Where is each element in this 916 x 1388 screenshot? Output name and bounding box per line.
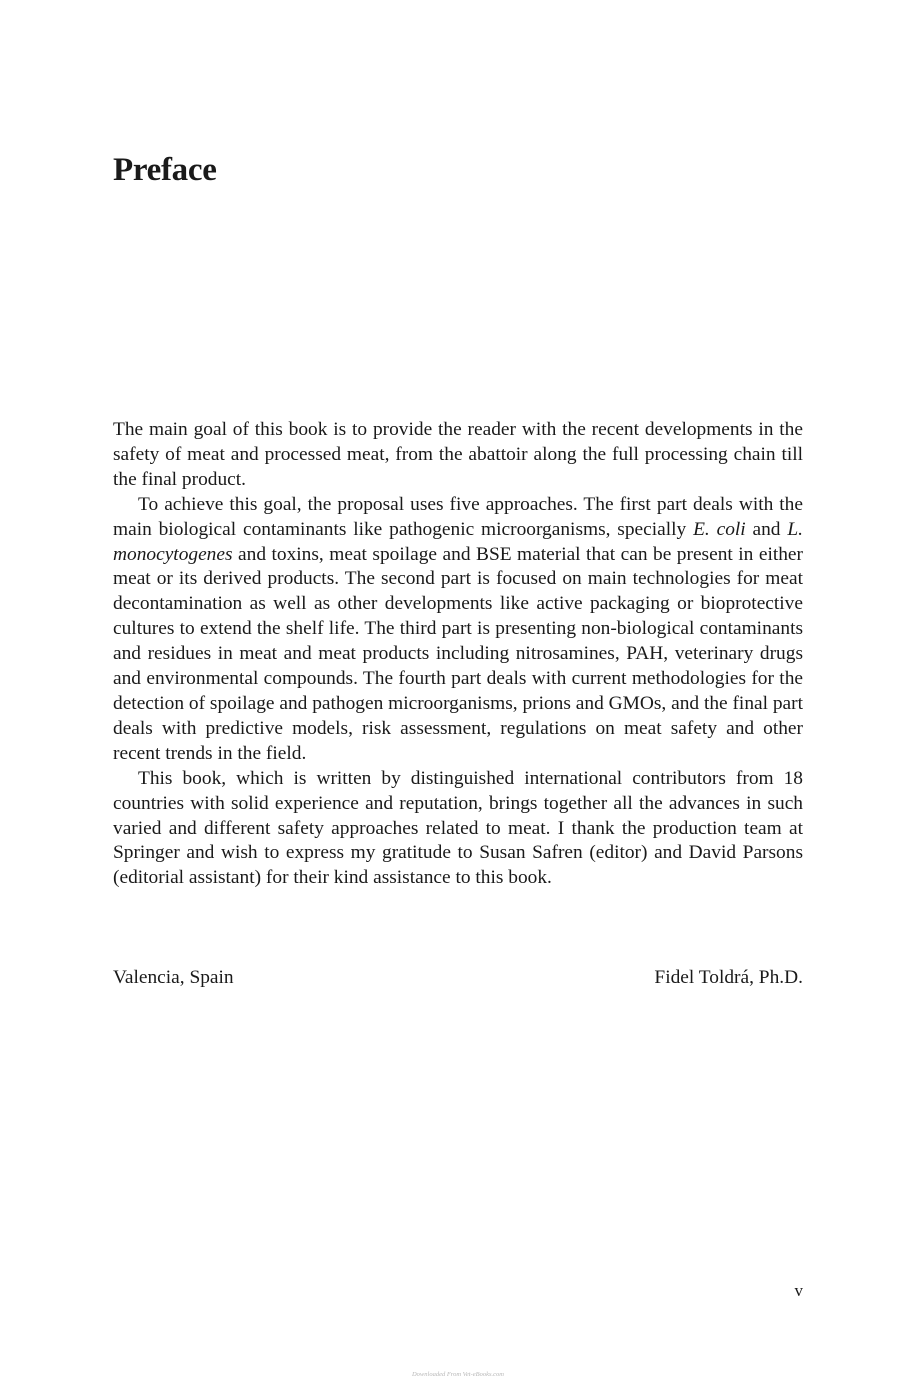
signature-place: Valencia, Spain <box>113 967 234 988</box>
paragraph-2 <box>113 493 803 767</box>
preface-body <box>113 418 803 891</box>
species-e-coli: E. coli <box>693 518 746 540</box>
signature-author: Fidel Toldrá, Ph.D. <box>654 967 803 988</box>
footer-watermark: Downloaded From Vet-eBooks.com <box>411 1371 504 1378</box>
page-number: v <box>794 1281 803 1300</box>
signature-line <box>113 965 803 991</box>
paragraph-2-text-c: and toxins, meat spoilage and BSE material that can be present in either meat or its derived products. The second part is focused on main technologies for meat decontamination as well as other developments like active packaging or bioprotective cultures to extend the shelf life. The third part is presenting non-biological contaminants and residues in meat and meat products including nitrosamines, PAH, veterinary drugs and environmental compounds. The fourth part deals with current methodologies for the detection of spoilage and pathogen microorganisms, prions and GMOs, and the final part deals with predictive models, risk assessment, regulations on meat safety and other recent trends in the field. <box>113 543 804 764</box>
species-l-monocytogenes: L. monocytogenes <box>113 518 803 565</box>
page-title: Preface <box>113 152 217 188</box>
paragraph-3 <box>113 767 803 892</box>
paragraph-2-text-b: and <box>745 518 788 540</box>
paragraph-3-text: This book, which is written by distinguished international contributors from 18 countries with solid experience and reputation, brings together all the advances in such varied and different safety approaches related to meat. I thank the production team at Springer and wish to express my gratitude to Susan Safren (editor) and David Parsons (editorial assistant) for their kind assistance to this book. <box>113 767 803 889</box>
paragraph-2-text-a: To achieve this goal, the proposal uses five approaches. The first part deals with the main biological contaminants like pathogenic microorganisms, specially <box>113 493 803 540</box>
paragraph-1-text: The main goal of this book is to provide the reader with the recent developments in the safety of meat and processed meat, from the abattoir along the full processing chain till the final product. <box>113 419 803 490</box>
paragraph-1 <box>113 418 803 493</box>
